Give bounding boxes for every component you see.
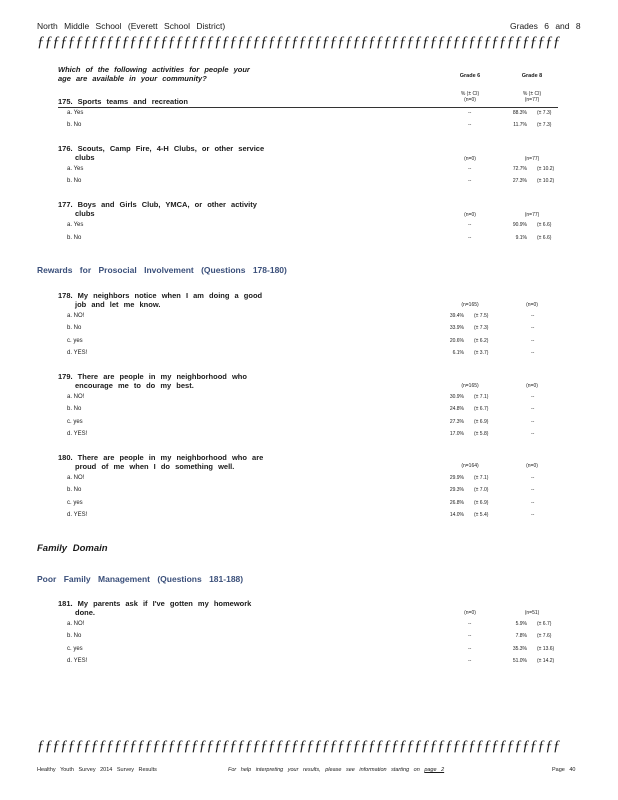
footer-survey-title: Healthy Youth Survey 2014 Survey Results (37, 767, 157, 773)
question-176: 176. Scouts, Camp Fire, 4-H Clubs, or other service clubs (58, 144, 265, 162)
family-domain-heading: Family Domain (37, 543, 108, 554)
q180-option-d: d. YES! (67, 512, 88, 518)
page-2-link[interactable]: page 2 (424, 767, 445, 773)
question-178: 178. My neighbors notice when I am doing a good job and let me know. (58, 291, 263, 309)
bottom-rule: ƒƒƒƒƒƒƒƒƒƒƒƒƒƒƒƒƒƒƒƒƒƒƒƒƒƒƒƒƒƒƒƒƒƒƒƒƒƒƒƒƒƒƒƒƒƒƒƒƒƒƒƒƒƒƒƒƒƒƒƒƒƒƒƒƒƒƒƒ (37, 738, 561, 754)
grades-label: Grades 6 and 8 (510, 21, 581, 31)
page-number: Page 40 (552, 767, 576, 773)
q181-option-c: c. yes (67, 646, 83, 652)
section-poor-family-management: Poor Family Management (Questions 181-188) (37, 574, 244, 584)
q179-option-d: d. YES! (67, 431, 88, 437)
q181-option-b: b. No (67, 633, 82, 639)
question-181: 181. My parents ask if I've gotten my homework done. (58, 599, 252, 617)
q175-option-a: a. Yes (67, 110, 84, 116)
q177-option-b: b. No (67, 235, 82, 241)
q178-option-c: c. yes (67, 338, 83, 344)
q181-option-d: d. YES! (67, 658, 88, 664)
grade8-header: Grade 8 (521, 73, 543, 79)
q181-option-a: a. NO! (67, 621, 85, 627)
grade8-subheader: % (± CI) (n=77) (522, 91, 542, 103)
top-rule: ƒƒƒƒƒƒƒƒƒƒƒƒƒƒƒƒƒƒƒƒƒƒƒƒƒƒƒƒƒƒƒƒƒƒƒƒƒƒƒƒƒƒƒƒƒƒƒƒƒƒƒƒƒƒƒƒƒƒƒƒƒƒƒƒƒƒƒƒ (37, 34, 561, 50)
grade6-subheader: % (± CI) (n=0) (460, 91, 480, 103)
q176-option-b: b. No (67, 178, 82, 184)
q178-option-a: a. NO! (67, 313, 85, 319)
school-name: North Middle School (Everett School District) (37, 21, 226, 31)
q177-option-a: a. Yes (67, 222, 84, 228)
question-180: 180. There are people in my neighborhood who are proud of me when I do something well. (58, 453, 264, 471)
q180-option-a: a. NO! (67, 475, 85, 481)
question-177: 177. Boys and Girls Club, YMCA, or other activity clubs (58, 200, 257, 218)
q178-option-d: d. YES! (67, 350, 88, 356)
q180-option-c: c. yes (67, 500, 83, 506)
q179-option-c: c. yes (67, 419, 83, 425)
q175-option-b: b. No (67, 122, 82, 128)
grade6-header: Grade 6 (459, 73, 481, 79)
q180-option-b: b. No (67, 487, 82, 493)
footer-help-text: For help interpreting your results, please see information starting on page 2 (228, 767, 445, 773)
intro-question: Which of the following activities for people your age are available in your community? (58, 65, 250, 83)
section-rewards-prosocial: Rewards for Prosocial Involvement (Questions 178-180) (37, 265, 287, 275)
q176-option-a: a. Yes (67, 166, 84, 172)
q178-option-b: b. No (67, 325, 82, 331)
header-divider (58, 107, 558, 108)
q179-option-b: b. No (67, 406, 82, 412)
q179-option-a: a. NO! (67, 394, 85, 400)
question-179: 179. There are people in my neighborhood who encourage me to do my best. (58, 372, 247, 390)
question-175: 175. Sports teams and recreation (58, 97, 188, 106)
